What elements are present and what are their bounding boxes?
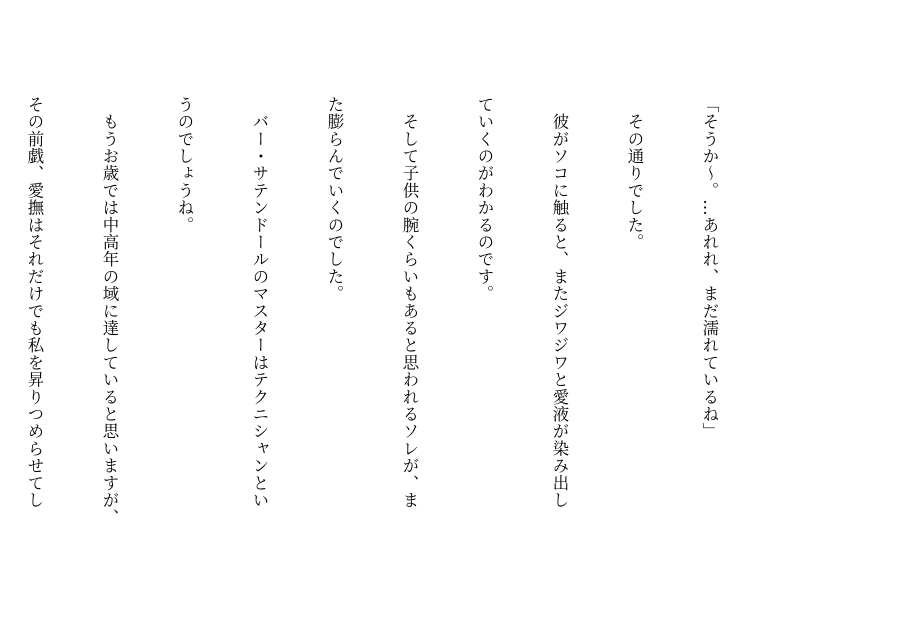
text-line: そして子供の腕くらいもあると思われるソレが、ま [400, 96, 419, 509]
text-line: ていくのがわかるのです。 [475, 96, 494, 303]
text-line: 「そうか～。…あれれ、まだ濡れているね」 [700, 96, 719, 440]
text-line: もうお歳では中高年の域に達していると思いますが、 [100, 96, 119, 526]
text-line: た膨らんでいくのでした。 [325, 96, 344, 303]
text-line: 彼がソコに触ると、またジワジワと愛液が染み出し [550, 96, 569, 509]
vertical-text-body [0, 96, 772, 616]
text-line: バー・サテンドールのマスターはテクニシャンとい [250, 96, 269, 509]
text-line: その前戯、愛撫はそれだけでも私を昇りつめらせてし [25, 96, 44, 509]
text-line: その通りでした。 [625, 96, 644, 251]
text-line: うのでしょうね。 [175, 96, 194, 234]
